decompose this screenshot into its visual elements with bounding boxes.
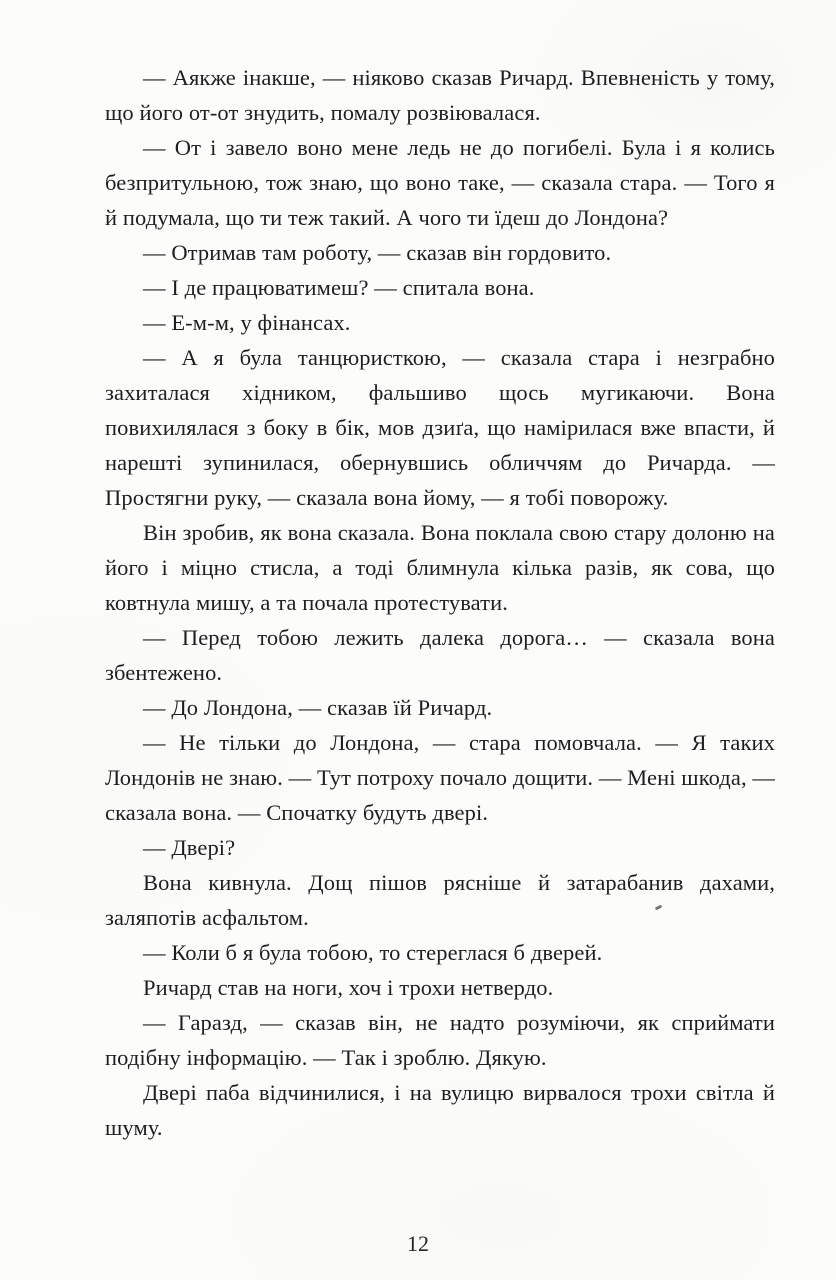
paragraph: Він зробив, як вона сказала. Вона поклала свою стару долоню на його і міцно стисла, а тоді блимнула кілька разів, як сова, що ковтнула мишу, а та почала протестувати. [105,520,775,615]
paragraph: — Отримав там роботу, — сказав він гордовито. [143,240,612,265]
paragraph: — До Лондона, — сказав їй Ричард. [143,695,493,720]
paragraph: Ричард став на ноги, хоч і трохи нетвердо. [143,975,554,1000]
paragraph: — Гаразд, — сказав він, не надто розуміючи, як сприймати подібну інформацію. — Так і зроблю. Дякую. [105,1010,775,1070]
paragraph: — А я була танцюристкою, — сказала стара і незграбно захиталася хідником, фальшиво щось мугикаючи. Вона повихилялася з боку в бік, мов дзиґа, що намірилася вже впасти, й нарешті зупинилася, обернувшись обличчям до Ричарда. — Простягни руку, — сказала вона йому, — я тобі поворожу. [105,345,775,510]
paragraph: — Коли б я була тобою, то стереглася б дверей. [143,940,603,965]
paragraph: — Не тільки до Лондона, — стара помовчала. — Я таких Лондонів не знаю. — Тут потроху почало дощити. — Мені шкода, — сказала вона. — Спочатку будуть двері. [105,730,775,825]
paragraph: — І де працюватимеш? — спитала вона. [143,275,535,300]
paragraph: — Перед тобою лежить далека дорога… — сказала вона збентежено. [105,625,775,685]
paragraph: Двері паба відчинилися, і на вулицю вирвалося трохи світла й шуму. [105,1080,775,1140]
paragraph: Вона кивнула. Дощ пішов рясніше й затарабанив дахами, заляпотів асфальтом. [105,870,775,930]
paragraph: — От і завело воно мене ледь не до погибелі. Була і я колись безпритульною, тож знаю, що воно таке, — сказала стара. — Того я й подумала, що ти теж такий. А чого ти їдеш до Лондона? [105,135,775,230]
paragraph: — Аякже інакше, — ніяково сказав Ричард. Впевненість у тому, що його от-от знудить, помалу розвіювалася. [105,65,775,125]
page-number: 12 [407,1231,429,1256]
paragraph: — Е-м-м, у фінансах. [143,310,351,335]
body-text [105,60,775,1145]
paragraph: — Двері? [143,835,236,860]
